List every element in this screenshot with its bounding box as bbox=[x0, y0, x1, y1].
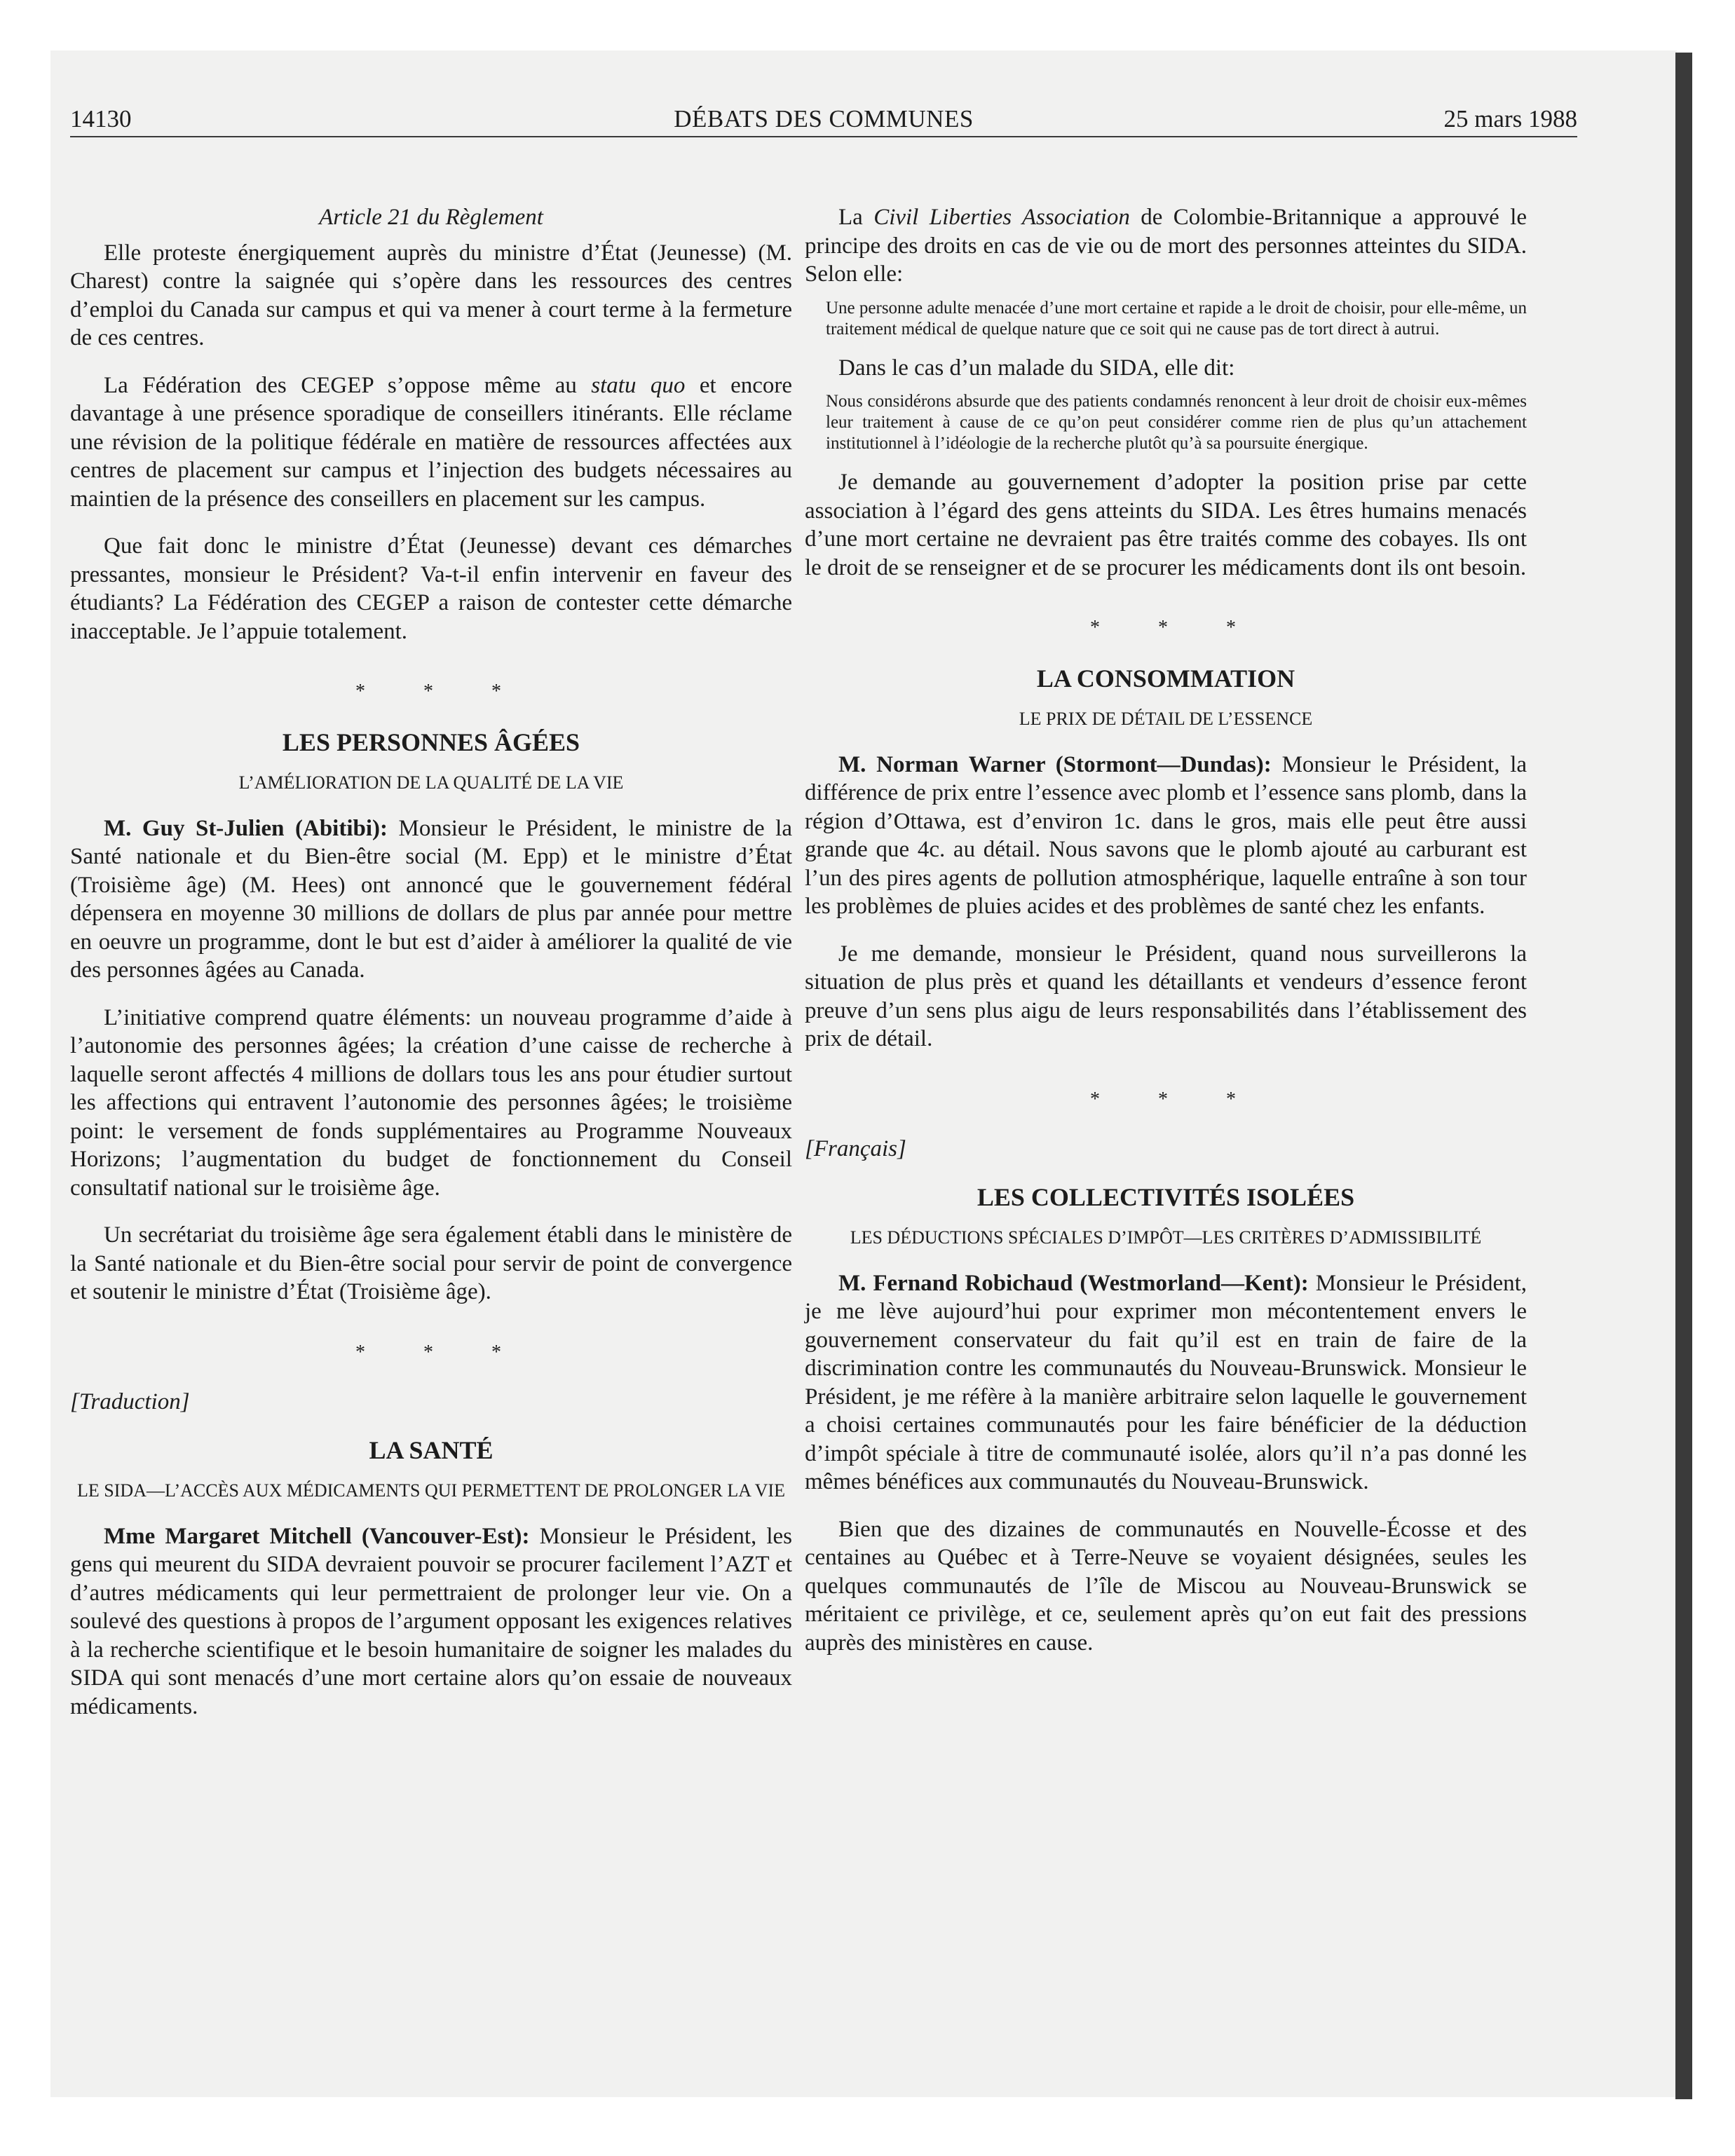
language-marker: [Traduction] bbox=[70, 1389, 190, 1414]
section-subheading: L’AMÉLIORATION DE LA QUALITÉ DE LA VIE bbox=[238, 772, 624, 793]
paragraph: Dans le cas d’un malade du SIDA, elle dit: bbox=[838, 355, 1235, 381]
publication-title: DÉBATS DES COMMUNES bbox=[674, 105, 974, 132]
running-header bbox=[70, 105, 1577, 137]
paragraph: La Fédération des CEGEP s’oppose même au statu quo et encore davantage à une présence sporadique de conseillers itinérants. Elle réclame une révision de la politique fédérale en matière de ressources affectées aux centres de placement sur campus et l’injection des budgets nécessaires au maintien de la présence des conseillers en placement sur les campus. bbox=[70, 372, 793, 512]
paragraph: Que fait donc le ministre d’État (Jeunesse) devant ces démarches pressantes, monsieur le Président? Va-t-il enfin intervenir en faveur des étudiants? La Fédération des CEGEP a raison de contester cette démarche inacceptable. Je l’appuie totalement. bbox=[70, 533, 792, 644]
speaker-name: M. Fernand Robichaud (Westmorland—Kent): bbox=[838, 1270, 1309, 1296]
section-heading: LA SANTÉ bbox=[369, 1435, 494, 1464]
section-separator: * * * bbox=[355, 681, 528, 702]
page-number: 14130 bbox=[70, 105, 132, 132]
section-heading: LA CONSOMMATION bbox=[1036, 664, 1295, 692]
section-separator: * * * bbox=[1090, 1088, 1263, 1110]
paragraph: Je demande au gouvernement d’adopter la position prise par cette association à l’égard des gens atteints du SIDA. Les êtres humains menacés d’une mort certaine ne devraient pas être traités comme des cobayes. Ils ont le droit de se renseigner et de se procurer les médicaments dont ils ont besoin. bbox=[805, 470, 1527, 580]
paragraph: M. Norman Warner (Stormont—Dundas): Monsieur le Président, la différence de prix entre l’essence avec plomb et l’essence sans plomb, dans la région d’Ottawa, est d’environ 1c. dans le gros, mais elle peut être aussi grande que 4c. au détail. Nous savons que le plomb ajouté au carburant est l’un des pires agents de pollution atmosphérique, laquelle entraîne à son tour les problèmes de pluies acides et des problèmes de santé chez les enfants. bbox=[805, 751, 1528, 919]
paragraph: Un secrétariat du troisième âge sera également établi dans le ministère de la Santé nationale et du Bien-être social pour servir de point de convergence et soutenir le ministre d’État (Troisième âge). bbox=[70, 1222, 792, 1304]
paragraph: M. Fernand Robichaud (Westmorland—Kent): Monsieur le Président, je me lève aujourd’hui pour exprimer mon mécontentement envers le gouvernement conservateur du fait qu’il est en train de faire de la discrimination contre les communautés du Nouveau-Brunswick. Monsieur le Président, je me réfère à la manière arbitraire selon laquelle le gouvernement a choisi certaines communautés pour les faire bénéficier de la déduction d’impôt spéciale à titre de communauté isolée, alors qu’il n’a pas donné les mêmes bénéfices aux communautés du Nouveau-Brunswick. bbox=[805, 1270, 1528, 1494]
paragraph: Elle proteste énergiquement auprès du ministre d’État (Jeunesse) (M. Charest) contre la saignée qui s’opère dans les ressources des centres d’emploi du Canada sur campus et qui va mener à court terme à la fermeture de ces centres. bbox=[70, 240, 792, 350]
section-heading: LES COLLECTIVITÉS ISOLÉES bbox=[977, 1182, 1355, 1211]
section-separator: * * * bbox=[1090, 617, 1263, 639]
rubric: Article 21 du Règlement bbox=[319, 205, 543, 230]
quotation: Nous considérons absurde que des patients condamnés renoncent à leur droit de choisir eux-mêmes leur traitement à cause de ce qu’on peut considérer comme rien de plus qu’un attachement institutionnel à l’idéologie de la recherche plutôt qu’à sa poursuite énergique. bbox=[826, 392, 1527, 453]
paragraph: Bien que des dizaines de communautés en Nouvelle-Écosse et des centaines au Québec et à Terre-Neuve se voyaient désignées, seules les quelques communautés de l’île de Miscou au Nouveau-Brunswick se méritaient ce privilège, et ce, seulement après qu’on eut fait des pressions auprès des ministères en cause. bbox=[805, 1516, 1527, 1656]
section-subheading: LES DÉDUCTIONS SPÉCIALES D’IMPÔT—LES CRITÈRES D’ADMISSIBILITÉ bbox=[850, 1227, 1482, 1248]
paragraph: Je me demande, monsieur le Président, quand nous surveillerons la situation de plus près et quand les détaillants et vendeurs d’essence feront preuve d’un sens plus aigu de leurs responsabilités dans l’établissement des prix de détail. bbox=[805, 941, 1527, 1051]
speaker-name: Mme Margaret Mitchell (Vancouver-Est): bbox=[104, 1523, 530, 1549]
paragraph: M. Guy St-Julien (Abitibi): Monsieur le Président, le ministre de la Santé nationale et du Bien-être social (M. Epp) et le ministre d’État (Troisième âge) (M. Hees) ont annoncé que le gouvernement fédéral dépensera en moyenne 30 millions de dollars de plus par année pour mettre en oeuvre un programme, dont le but est d’aider à améliorer la qualité de vie des personnes âgées au Canada. bbox=[70, 815, 792, 983]
quotation: Une personne adulte menacée d’une mort certaine et rapide a le droit de choisir, pour elle-même, un traitement médical de quelque nature que ce soit qui ne cause pas de tort direct à autrui. bbox=[826, 298, 1527, 339]
section-subheading: LE SIDA—L’ACCÈS AUX MÉDICAMENTS QUI PERMETTENT DE PROLONGER LA VIE bbox=[77, 1480, 785, 1501]
scan-edge-shadow bbox=[1675, 53, 1692, 2099]
section-subheading: LE PRIX DE DÉTAIL DE L’ESSENCE bbox=[1019, 708, 1313, 729]
speaker-name: M. Norman Warner (Stormont—Dundas): bbox=[838, 751, 1272, 777]
issue-date: 25 mars 1988 bbox=[1443, 105, 1577, 132]
left-column bbox=[70, 203, 792, 1740]
paragraph: Mme Margaret Mitchell (Vancouver-Est): Monsieur le Président, les gens qui meurent du SIDA devraient pouvoir se procurer facilement l’AZT et d’autres médicaments qui leur permettraient de prolonger leur vie. On a soulevé des questions à propos de l’argument opposant les exigences relatives à la recherche scientifique et le besoin humanitaire de soigner les malades du SIDA qui sont menacés d’une mort certaine alors qu’on essaie de nouveaux médicaments. bbox=[70, 1523, 793, 1719]
right-column bbox=[805, 203, 1527, 1676]
speaker-name: M. Guy St-Julien (Abitibi): bbox=[104, 815, 388, 841]
section-heading: LES PERSONNES ÂGÉES bbox=[282, 728, 580, 756]
section-separator: * * * bbox=[355, 1341, 528, 1363]
italic-term: Civil Liberties Association bbox=[873, 205, 1130, 230]
paragraph: L’initiative comprend quatre éléments: un nouveau programme d’aide à l’autonomie des personnes âgées; la création d’une caisse de recherche à laquelle seront affectés 4 millions de dollars tous les ans pour étudier surtout les affections qui entravent l’autonomie des personnes âgées; le troisième point: le versement de fonds supplémentaires au Programme Nouveaux Horizons; l’augmentation du budget de fonctionnement du Conseil consultatif national sur le troisième âge. bbox=[70, 1004, 792, 1201]
italic-term: statu quo bbox=[591, 372, 686, 398]
paragraph: La Civil Liberties Association de Colombie-Britannique a approuvé le principe des droits en cas de vie ou de mort des personnes atteintes du SIDA. Selon elle: bbox=[805, 205, 1528, 287]
language-marker: [Français] bbox=[805, 1136, 906, 1161]
